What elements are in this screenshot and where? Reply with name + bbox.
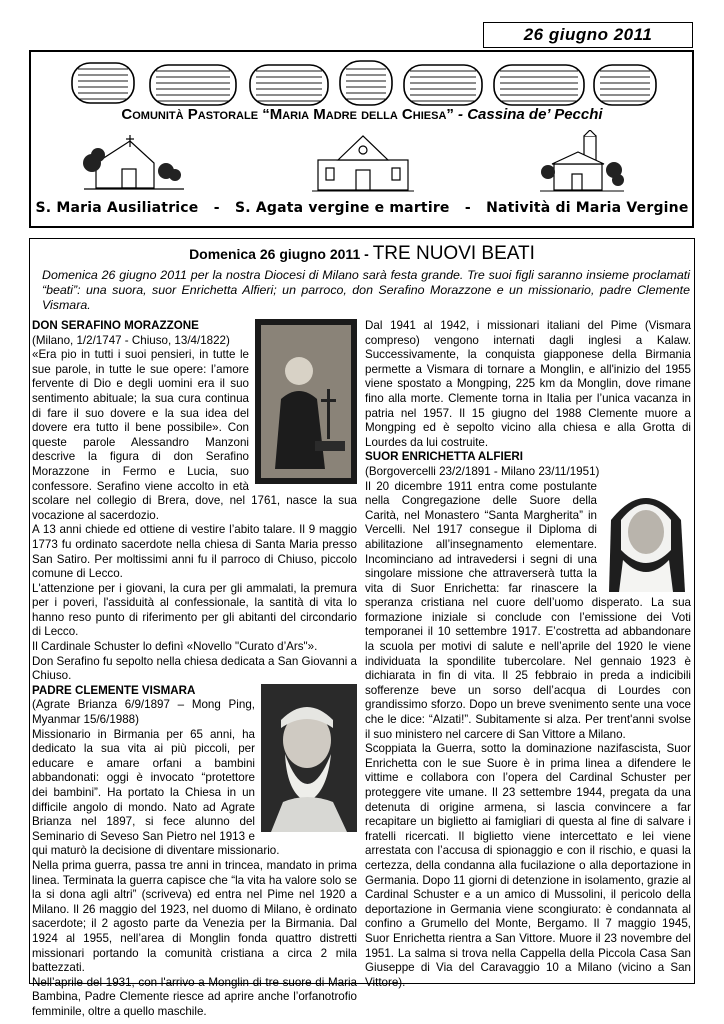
community-place: - Cassina de’ Pecchi xyxy=(453,106,603,123)
morazzone-paragraph: Il Cardinale Schuster lo definì «Novello "Curato d’Ars"». xyxy=(32,640,318,654)
morazzone-paragraph: L'attenzione per i giovani, la cura per gli ammalati, la premura per i poveri, l'assiduità al confessionale, la santità di vita lo hanno reso punto di riferimento per gli abitanti del circondario di Lecco. xyxy=(32,581,357,639)
headline-date: Domenica 26 giugno 2011 - xyxy=(189,246,373,262)
right-column xyxy=(365,319,691,990)
community-name xyxy=(30,106,694,123)
church-sant-agata-drawing xyxy=(312,130,414,196)
morazzone-dates: (Milano, 1/2/1747 - Chiuso, 13/4/1822) xyxy=(32,333,230,347)
vismara-paragraph: Nell’aprile del 1931, con l'arrivo a Monglin di tre suore di Maria Bambina, Padre Clemente riesce ad aprire anche l’orfanotrofio femminile, oltre a quello maschile. xyxy=(32,975,357,1018)
church-nativita-drawing xyxy=(540,130,624,196)
vismara-paragraph: Nella prima guerra, passa tre anni in trincea, mandato in prima linea. Terminata la guerra capisce che “la vita ha valore solo se la si dona agli altri” (scriveva) ed entra nel Pime nel 1920 a Milano. Il 26 maggio del 1923, nel duomo di Milano, è ordinato sacerdote; il 2 agosto parte da Venezia per la Birmania. Dal 1924 al 1955, nell’area di Monglin fonda quattro distretti missionari portando la comunità cristiana a circa 2 mila battezzati. xyxy=(32,858,357,975)
alfieri-name: SUOR ENRICHETTA ALFIERI xyxy=(365,450,524,464)
morazzone-portrait xyxy=(255,319,357,484)
article-intro: Domenica 26 giugno 2011 per la nostra Diocesi di Milano sarà festa grande. Tre suoi figli saranno insieme proclamati “beati”: una suora, suor Enrichetta Alfieri; un parroco, don Serafino Morazzone e un missionario, padre Clemente Vismara. xyxy=(42,268,690,312)
morazzone-paragraph: «Era pio in tutti i suoi pensieri, in tutte le sue parole, in tutte le sue opere: l’amore fervente di Dio e degli uomini era il suo sentimento abituale; la sua cura continua di fare il suo dovere e la sua idea del dovere era tutto il bene possibile». Con queste parole Alessandro Manzoni descrive la figura di don Serafino Morazzone in Fermo e Lucia, suo confessore. Serafino viene accolto in età scolare nel collegio di Brera, dove, nel 1761, nasce la sua vocazione al sacerdozio. xyxy=(32,348,357,522)
vismara-dates: (Agrate Brianza 6/9/1897 – Mong Ping, Myanmar 15/6/1988) xyxy=(32,698,255,727)
article-headline xyxy=(30,243,694,265)
headline-title: TRE NUOVI BEATI xyxy=(372,243,535,264)
church-ausiliatrice-drawing xyxy=(82,133,186,195)
vismara-paragraph: Missionario in Birmania per 65 anni, ha dedicato la sua vita ai più piccoli, per educare e amare orfani a bambini abbandonati: oggi è invocato “protettore dei bambini”. Ha portato la Chiesa in un difficile angolo di mondo. Nato ad Agrate Brianza nel 1897, si fece alunno del Seminario di Seveso San Pietro nel 1913 e qui maturò la decisione di diventare missionario. xyxy=(32,727,280,858)
parish-churches: S. Maria Ausiliatrice - S. Agata vergine e martire - Natività di Maria Vergine xyxy=(35,200,689,216)
morazzone-paragraph: A 13 anni chiede ed ottiene di vestire l’abito talare. Il 9 maggio 1773 fu ordinato sacerdote nella chiesa di Santa Maria presso San Satiro. Per moltissimi anni fu il parroco di Chiuso, piccolo comune di Lecco. xyxy=(32,523,357,581)
alfieri-paragraph: Il 20 dicembre 1911 entra come postulante nella Congregazione delle Suore della Carità, nel Monastero “Santa Margherita” in Vercelli. Nel 1917 consegue il Diploma di abilitazione all’insegnamento elementare. Incominciano ad intravedersi i segni di una singolare missione che attraverserà tutta la vita di Suor Enrichetta: far rinascere la speranza cristiana nel cuore dell’uomo disperato. La sua formazione iniziale si conclude con l’emissione dei Voti temporanei il 10 settembre 1917. E’costretta ad abbandonare la scuola per motivi di salute e nell’aprile del 1920 le viene individuata la spondilite tubercolare. Nel gennaio 1923 è dichiarata in fin di vita. Il 25 febbraio in preda a indicibili sofferenze beve un sorso dell’acqua di Lourdes con grandissimo sforzo. Dopo un breve svenimento sente una voce che le dice: “Alzati!”. Subitamente si alza. Per trent'anni svolse il suo ministero nel carcere di San Vittore a Milano. xyxy=(365,479,691,741)
morazzone-name: DON SERAFINO MORAZZONE xyxy=(32,319,199,332)
community-title: Comunità Pastorale “Maria Madre della Chiesa” xyxy=(121,106,454,123)
alfieri-paragraph: Scoppiata la Guerra, sotto la dominazione nazifascista, Suor Enrichetta con le sue Suore è in prima linea a difendere le vittime e collabora con l’opera del Cardinal Schuster per proteggere vite umane. Il 23 settembre 1944, pregata da una detenuta di origine armena, si lascia convincere a far recapitare un biglietto ai famigliari di questa al fine di salvare i fratelli ricercati. Il biglietto viene intercettato e lei viene arrestata con l’accusa di spionaggio e con il rischio, e quasi la certezza, della condanna alla fucilazione o alla deportazione in Germania. Dopo 11 giorni di detenzione in isolamento, grazie al Cardinal Schuster e a un amico di Mussolini, il pericolo della deportazione in Germania viene scongiurato: è condannata al confino a Grumello del Monte, Bergamo. Il 7 maggio 1945, Suor Enrichetta rientra a San Vittore. Muore il 23 novembre del 1951. La salma si trova nella Cappella della Piccola Casa San Giuseppe di Via del Caravaggio 10 a Milano (vicino a San Vittore). xyxy=(365,742,691,989)
morazzone-paragraph: Don Serafino fu sepolto nella chiesa dedicata a San Giovanni a Chiuso. xyxy=(32,654,357,683)
alfieri-portrait xyxy=(601,480,691,592)
issue-date: 26 giugno 2011 xyxy=(483,22,693,48)
masthead-title-logo xyxy=(70,55,660,107)
vismara-name: PADRE CLEMENTE VISMARA xyxy=(32,683,196,697)
vismara-paragraph: Dal 1941 al 1942, i missionari italiani del Pime (Vismara compreso) vengono internati dagli inglesi a Kalaw. Successivamente, la conquista giapponese della Birmania permette a Vismara di tornare a Monglin, e all'inizio del 1955 viene spostato a Mongping, 225 km da Monglin, dove rimane fino alla morte. Clemente torna in Italia per l’unica vacanza in patria nel 1957. Il 15 giugno del 1988 Clemente muore a Mongping ed è sepolto vicino alla chiesa e alla Grotta di Lourdes da lui costruite. xyxy=(365,319,691,449)
left-column xyxy=(32,319,357,1020)
alfieri-dates: (Borgovercelli 23/2/1891 - Milano 23/11/1951) xyxy=(365,464,600,478)
vismara-portrait xyxy=(261,684,357,832)
